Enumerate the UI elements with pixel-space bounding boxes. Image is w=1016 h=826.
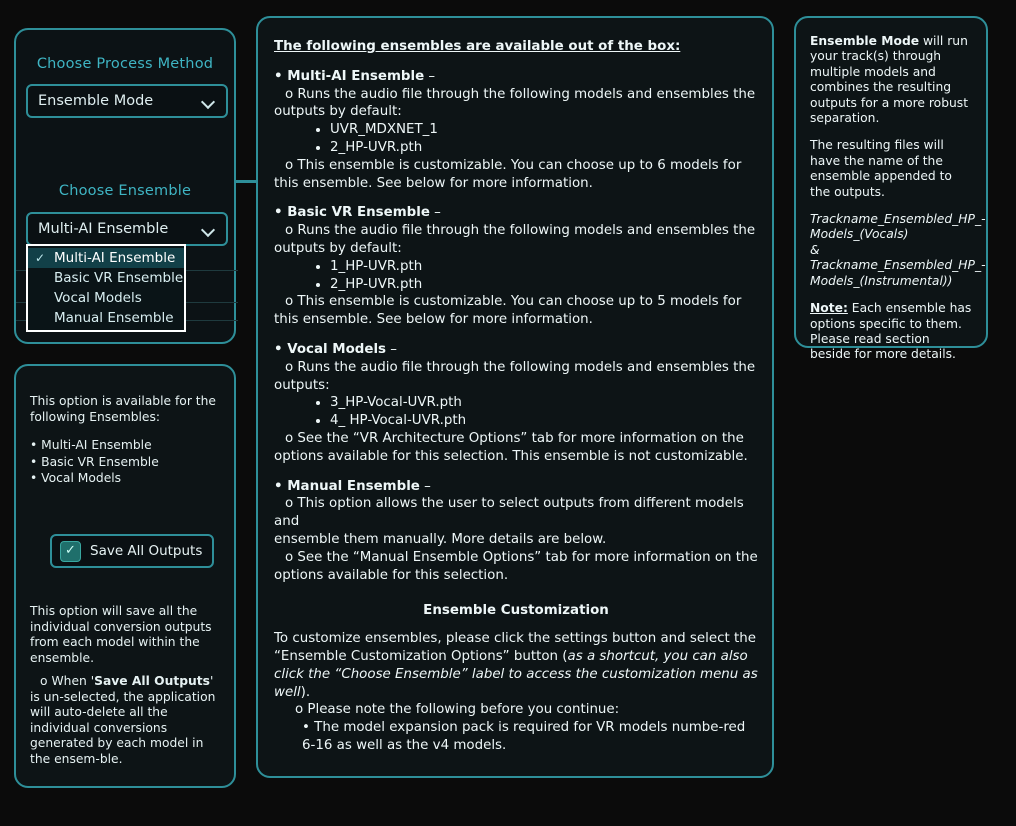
customization-note-bullet: • The model expansion pack is required for VR models numbe-red 6-16 as well as the v4 models.	[302, 720, 746, 753]
availability-list	[30, 438, 226, 488]
customization-text-b: ).	[300, 684, 311, 700]
list-item: • UVR_MDXNET_1	[330, 121, 758, 139]
ensemble-value: Multi-AI Ensemble	[38, 221, 169, 237]
ensemble-block-title-line	[274, 341, 758, 359]
ensemble-model-list	[274, 258, 758, 294]
ensemble-block-title-line	[274, 68, 758, 86]
filename-ampersand: &	[810, 242, 820, 257]
list-item: • Vocal Models	[30, 471, 122, 485]
list-item: • 2_HP-UVR.pth	[330, 139, 758, 157]
ensemble-desc-line-2: o This ensemble is customizable. You can choose up to 6 models for this ensemble. See below for more information.	[274, 157, 742, 191]
note-text: Each ensemble has options specific to them. Please read section beside for more details.	[810, 301, 972, 362]
choose-process-method-label: Choose Process Method	[36, 56, 214, 72]
list-item: • Basic VR Ensemble	[30, 454, 159, 469]
ensemble-title-dash: –	[424, 68, 436, 84]
ensemble-title: • Multi-AI Ensemble	[274, 68, 425, 84]
customization-paragraph	[274, 630, 758, 701]
ensemble-desc-line-1: o Runs the audio file through the following models and ensembles the outputs:	[274, 359, 756, 393]
process-method-select[interactable]	[26, 84, 228, 118]
info-filename-example	[810, 212, 986, 289]
ensemble-mode-info-panel	[794, 16, 988, 362]
dropdown-item-label: Basic VR Ensemble	[54, 270, 184, 286]
connector-line	[234, 180, 258, 183]
ensemble-model-list	[274, 121, 758, 157]
ensemble-title-dash: –	[419, 478, 431, 494]
save-note-secondary	[30, 674, 226, 767]
customization-heading: Ensemble Customization	[423, 603, 609, 619]
ensemble-desc-line-1: o Runs the audio file through the following models and ensembles the outputs by default:	[274, 86, 756, 120]
process-method-value: Ensemble Mode	[38, 93, 154, 109]
info-paragraph-1-rest: will run your track(s) through multiple models and combines the resulting outputs for a more robust separation.	[810, 34, 969, 126]
dropdown-item-label: Manual Ensemble	[54, 310, 174, 326]
save-note-post: ' is un-selected, the application will auto-delete all the individual conversions generated by each model in the ensem-ble.	[30, 674, 216, 766]
chevron-down-icon	[202, 94, 216, 108]
list-item: • 1_HP-UVR.pth	[330, 258, 758, 276]
ensemble-desc-line-2: o This ensemble is customizable. You can choose up to 5 models for this ensemble. See below for more information.	[274, 294, 742, 328]
customization-text-emphasis: as a shortcut, you can also click the “Choose Ensemble” label to access the customization menu as well	[274, 648, 758, 700]
ensemble-desc-line-2: o See the “VR Architecture Options” tab for more information on the options available for this selection. This ensemble is not customizable.	[274, 430, 748, 464]
save-note-pre: o When '	[30, 674, 95, 688]
ensemble-block-vocal-models	[274, 341, 758, 466]
dropdown-item-label: Multi-AI Ensemble	[54, 250, 176, 266]
check-icon: ✓	[35, 251, 46, 265]
save-all-outputs-label: Save All Outputs	[90, 543, 203, 559]
choose-ensemble-label[interactable]: Choose Ensemble	[58, 183, 192, 199]
filename-vocals: Trackname_Ensembled_HP_-Models_(Vocals)	[810, 212, 986, 242]
dropdown-item-vocal-models[interactable]	[28, 288, 184, 308]
availability-text: This option is available for the following Ensembles:	[30, 394, 216, 424]
ensemble-model-list	[274, 394, 758, 430]
ensemble-title: • Manual Ensemble	[274, 478, 420, 494]
save-all-outputs-panel	[14, 364, 236, 788]
ensemble-block-title-line	[274, 204, 758, 222]
info-paragraph-1	[810, 34, 974, 126]
process-method-panel	[14, 28, 236, 344]
ensemble-block-title-line	[274, 478, 758, 496]
save-all-outputs-button[interactable]	[50, 534, 214, 568]
list-item: • 4_ HP-Vocal-UVR.pth	[330, 412, 758, 430]
list-item: • 3_HP-Vocal-UVR.pth	[330, 394, 758, 412]
save-note-emphasis: Save All Outputs	[94, 674, 210, 688]
ensemble-desc-line-1b: ensemble them manually. More details are below.	[274, 531, 607, 547]
ensemble-block-multi-ai	[274, 68, 758, 193]
list-item: • 2_HP-UVR.pth	[330, 276, 758, 294]
info-paragraph-2: The resulting files will have the name of the ensemble appended to the outputs.	[810, 138, 952, 199]
dropdown-item-manual-ensemble[interactable]	[28, 308, 184, 328]
ensembles-heading: The following ensembles are available out of the box:	[274, 39, 681, 54]
ensemble-title: • Vocal Models	[274, 341, 387, 357]
dropdown-item-multi-ai-ensemble[interactable]	[28, 248, 184, 268]
dropdown-item-basic-vr-ensemble[interactable]	[28, 268, 184, 288]
ensemble-desc-line-1: o This option allows the user to select outputs from different models and	[274, 496, 744, 530]
customization-note-line: o Please note the following before you continue:	[284, 702, 620, 718]
customization-text-a: To customize ensembles, please click the settings button and select the “Ensemble Customization Options” button (	[274, 631, 756, 664]
ensemble-desc-line-2: o See the “Manual Ensemble Options” tab for more information on the options available for this selection.	[274, 549, 758, 583]
list-item: • Multi-AI Ensemble	[30, 438, 152, 452]
save-note-primary: This option will save all the individual conversion outputs from each model within the ensemble.	[30, 604, 212, 665]
note-label: Note:	[810, 301, 848, 316]
ensembles-info-panel	[256, 16, 774, 778]
ensemble-mode-info-text	[810, 34, 986, 363]
dropdown-item-label: Vocal Models	[54, 290, 142, 306]
ensemble-block-manual	[274, 478, 758, 585]
ensemble-title: • Basic VR Ensemble	[274, 205, 430, 221]
ensemble-select[interactable]	[26, 212, 228, 246]
ensemble-block-basic-vr	[274, 204, 758, 329]
ensemble-title-dash: –	[386, 341, 397, 357]
filename-instrumental: Trackname_Ensembled_HP_-Models_(Instrumental))	[810, 258, 986, 288]
ensemble-title-dash: –	[429, 205, 441, 221]
ensemble-dropdown-list[interactable]	[26, 244, 186, 332]
checkbox-checked-icon[interactable]: ✓	[60, 541, 81, 562]
chevron-down-icon	[202, 222, 216, 236]
info-bold-label: Ensemble Mode	[810, 34, 920, 48]
info-note-paragraph	[810, 301, 974, 363]
ensembles-info-text	[274, 38, 758, 755]
ensemble-desc-line-1: o Runs the audio file through the following models and ensembles the outputs by default:	[274, 223, 756, 256]
